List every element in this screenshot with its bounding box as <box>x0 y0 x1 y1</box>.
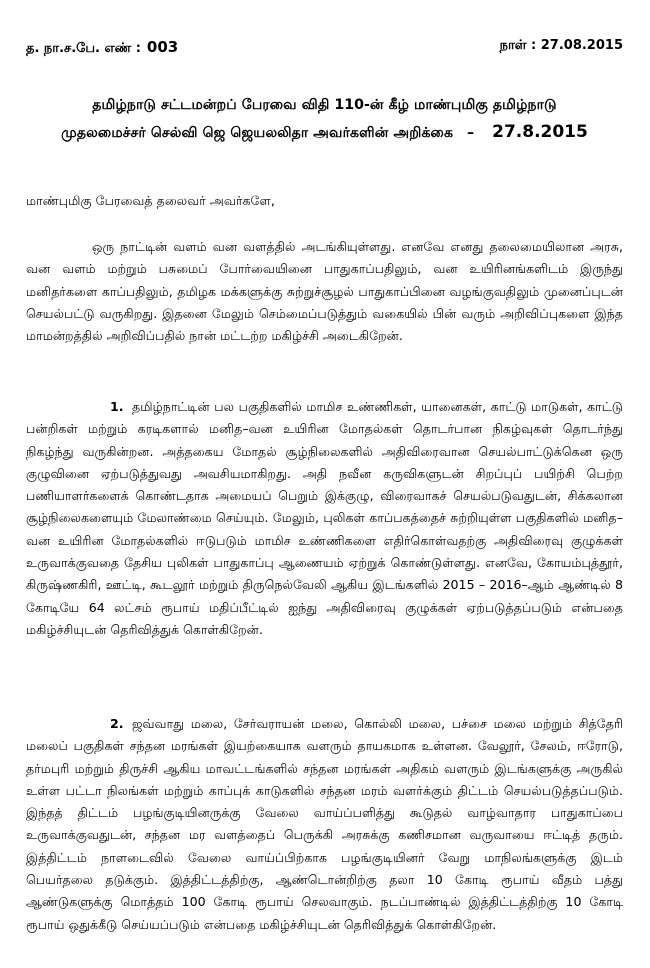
document-header <box>26 38 623 60</box>
paragraph-2-text: ஜவ்வாது மலை, சேர்வராயன் மலை, கொல்லி மலை, பச்சை மலை மற்றும் சித்தேரி மலைப் பகுதிகள் சந்தன மரங்கள் இயற்கையாக வளரும் தாயகமாக உள்ளன. வேலூர், சேலம், ஈரோடு, தர்மபுரி மற்றும் திருச்சி ஆகிய மாவட்டங்களில் சந்தன மரங்கள் அதிகம் வளரும் இடங்களுக்கு அருகில் உள்ள பட்டா நிலங்கள் மற்றும் காப்புக் காடுகளில் சந்தன மரம் வளர்க்கும் திட்டம் செயல்படுத்தப்படும். இந்தத் திட்டம் பழங்குடியினருக்கு வேலை வாய்ப்பளித்து கூடுதல் வாழ்வாதார பாதுகாப்பை உருவாக்குவதுடன், சந்தன மர வளத்தைப் பெருக்கி அரசுக்கு கணிசமான வருவாயை ஈட்டித் தரும். இத்திட்டம் நாளடைவில் வேலை வாய்ப்பிற்காக பழங்குடியினர் வேறு மாநிலங்களுக்கு இடம் பெயர்தலை தடுக்கும். இத்திட்டத்திற்கு, ஆண்டொன்றிற்கு தலா 10 கோடி ரூபாய் வீதம் பத்து ஆண்டுகளுக்கு மொத்தம் 100 கோடி ரூபாய் செலவாகும். நடப்பாண்டில் இத்திட்டத்திற்கு 10 கோடி ரூபாய் ஒதுக்கீடு செய்யப்படும் என்பதை மகிழ்ச்சியுடன் தெரிவித்துக் கொள்கிறேன். <box>26 716 623 932</box>
intro-paragraph <box>26 236 623 347</box>
date-label: நாள் : <box>499 38 537 53</box>
paragraph-1-number: 1. <box>110 399 124 414</box>
title-dash: – <box>467 125 475 141</box>
paragraph-2-number: 2. <box>110 716 124 731</box>
reference-value: 003 <box>146 38 179 56</box>
date-value: 27.08.2015 <box>540 38 623 53</box>
paragraph-1 <box>26 396 623 641</box>
document-date <box>500 38 623 54</box>
document-title <box>26 92 623 147</box>
intro-text: ஒரு நாட்டின் வளம் வன வளத்தில் அடங்கியுள்ளது. எனவே எனது தலைமையிலான அரசு, வன வளம் மற்றும் பசுமைப் போர்வையினை பாதுகாப்பதிலும், வன உயிரினங்களிடம் இருந்து மனிதர்களை காப்பதிலும், தமிழக மக்களுக்கு சுற்றுச்சூழல் பாதுகாப்பினை வழங்குவதிலும் முனைப்புடன் செயல்பட்டு வருகிறது. இதனை மேலும் செம்மைப்படுத்தும் வகையில் பின் வரும் அறிவிப்புகளை இந்த மாமன்றத்தில் அறிவிப்பதில் நான் மட்டற்ற மகிழ்ச்சி அடைகிறேன். <box>26 239 623 344</box>
paragraph-1-text: தமிழ்நாட்டின் பல பகுதிகளில் மாமிச உண்ணிகள், யானைகள், காட்டு மாடுகள், காட்டு பன்றிகள் மற்றும் கரடிகளால் மனித–வன உயிரின மோதல்கள் தொடர்பான நிகழ்வுகள் தொடர்ந்து நிகழ்ந்து வருகின்றன. அத்தகைய மோதல் சூழ்நிலைகளில் அதிவிரைவான செயல்பாட்டுக்கென ஒரு குழுவினை ஏற்படுத்துவது அவசியமாகிறது. அதி நவீன கருவிகளுடன் சிறப்புப் பயிற்சி பெற்ற பணியாளர்களைக் கொண்டதாக அமையப் பெறும் இக்குழு, விரைவாகச் செயல்படுவதுடன், சிக்கலான சூழ்நிலைகளையும் மேலாண்மை செய்யும். மேலும், புலிகள் காப்பகத்தைச் சுற்றியுள்ள பகுதிகளில் மனித–வன உயிரின மோதல்களில் ஈடுபடும் மாமிச உண்ணிகளை எதிர்கொள்வதற்கு அதிவிரைவு குழுக்கள் உருவாக்குவதை தேசிய புலிகள் பாதுகாப்பு ஆணையம் ஏற்றுக் கொண்டுள்ளது. எனவே, கோயம்புத்தூர், கிருஷ்ணகிரி, ஊட்டி, கூடலூர் மற்றும் திருநெல்வேலி ஆகிய இடங்களில் 2015 – 2016–ஆம் ஆண்டில் 8 கோடியே 64 லட்சம் ரூபாய் மதிப்பீட்டில் ஐந்து அதிவிரைவு குழுக்கள் ஏற்படுத்தப்படும் என்பதை மகிழ்ச்சியுடன் தெரிவித்துக் கொள்கிறேன். <box>26 399 623 637</box>
title-line-2-wrapper <box>26 119 623 147</box>
title-line-2: முதலமைச்சர் செல்வி ஜெ ஜெயலலிதா அவர்களின் அறிக்கை <box>61 125 454 141</box>
title-line-1: தமிழ்நாடு சட்டமன்றப் பேரவை விதி 110-ன் கீழ் மாண்புமிகு தமிழ்நாடு <box>92 97 557 113</box>
title-date: 27.8.2015 <box>492 122 588 142</box>
paragraph-2 <box>26 713 623 936</box>
reference-number <box>26 38 178 57</box>
reference-label: த. நா.ச.பே. எண் : <box>26 41 141 56</box>
salutation: மாண்புமிகு பேரவைத் தலைவர் அவர்களே, <box>26 193 275 208</box>
